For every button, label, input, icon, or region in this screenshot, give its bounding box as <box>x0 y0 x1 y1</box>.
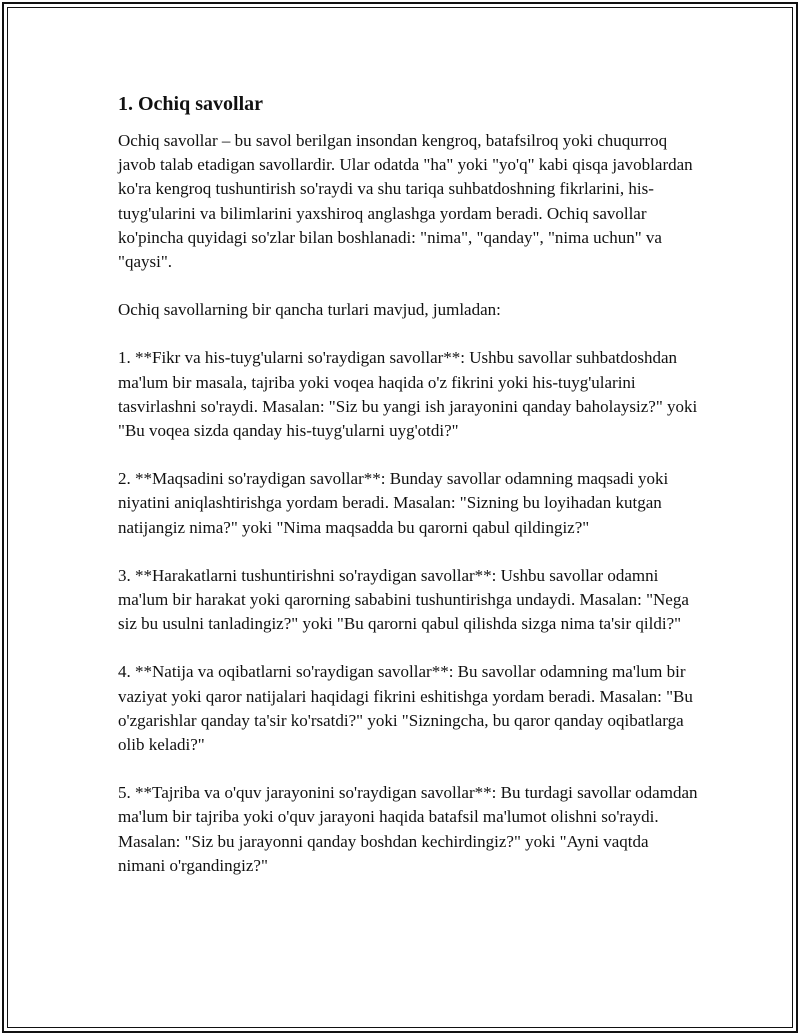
list-item-1: 1. **Fikr va his-tuyg'ularni so'raydigan savollar**: Ushbu savollar suhbatdoshdan ma'lum bir masala, tajriba yoki voqea haqida o'z fikrini yoki his-tuyg'ularini tasvirlashni so'raydi. Masalan: "Siz bu yangi ish jarayonini qanday baholaysiz?" yoki "Bu voqea sizda qanday his-tuyg'ularni uyg'otdi?" <box>118 348 698 441</box>
document-body <box>118 90 698 902</box>
list-item-4: 4. **Natija va oqibatlarni so'raydigan savollar**: Bu savollar odamning ma'lum bir vaziyat yoki qaror natijalari haqidagi fikrini eshitishga yordam beradi. Masalan: "Bu o'zgarishlar qanday ta'sir ko'rsatdi?" yoki "Sizningcha, bu qaror qanday oqibatlarga olib keladi?" <box>118 662 693 755</box>
intro-paragraph: Ochiq savollar – bu savol berilgan insondan kengroq, batafsilroq yoki chuqurroq javob talab etadigan savollardir. Ular odatda "ha" yoki "yo'q" kabi qisqa javoblardan ko'ra kengroq tushuntirish so'raydi va shu tariqa suhbatdoshning fikrlarini, his-tuyg'ularini va bilimlarini yaxshiroq anglashga yordam beradi. Ochiq savollar ko'pincha quyidagi so'zlar bilan boshlanadi: "nima", "qanday", "nima uchun" va "qaysi". <box>118 131 693 272</box>
types-intro-paragraph: Ochiq savollarning bir qancha turlari mavjud, jumladan: <box>118 300 501 320</box>
list-item-3: 3. **Harakatlarni tushuntirishni so'raydigan savollar**: Ushbu savollar odamni ma'lum bir harakat yoki qarorning sababini tushuntirishga undaydi. Masalan: "Nega siz bu usulni tanladingiz?" yoki "Bu qarorni qabul qilishda sizga nima ta'sir qildi?" <box>118 565 689 634</box>
section-title: 1. Ochiq savollar <box>118 93 264 115</box>
list-item-5: 5. **Tajriba va o'quv jarayonini so'raydigan savollar**: Bu turdagi savollar odamdan ma'lum bir tajriba yoki o'quv jarayoni haqida batafsil ma'lumot olishni so'raydi. Masalan: "Siz bu jarayonni qanday boshdan kechirdingiz?" yoki "Ayni vaqtda nimani o'rgandingiz?" <box>118 783 698 875</box>
list-item-2: 2. **Maqsadini so'raydigan savollar**: Bunday savollar odamning maqsadi yoki niyatini aniqlashtirishga yordam beradi. Masalan: "Sizning bu loyihadan kutgan natijangiz nima?" yoki "Nima maqsadda bu qarorni qabul qildingiz?" <box>118 469 669 537</box>
